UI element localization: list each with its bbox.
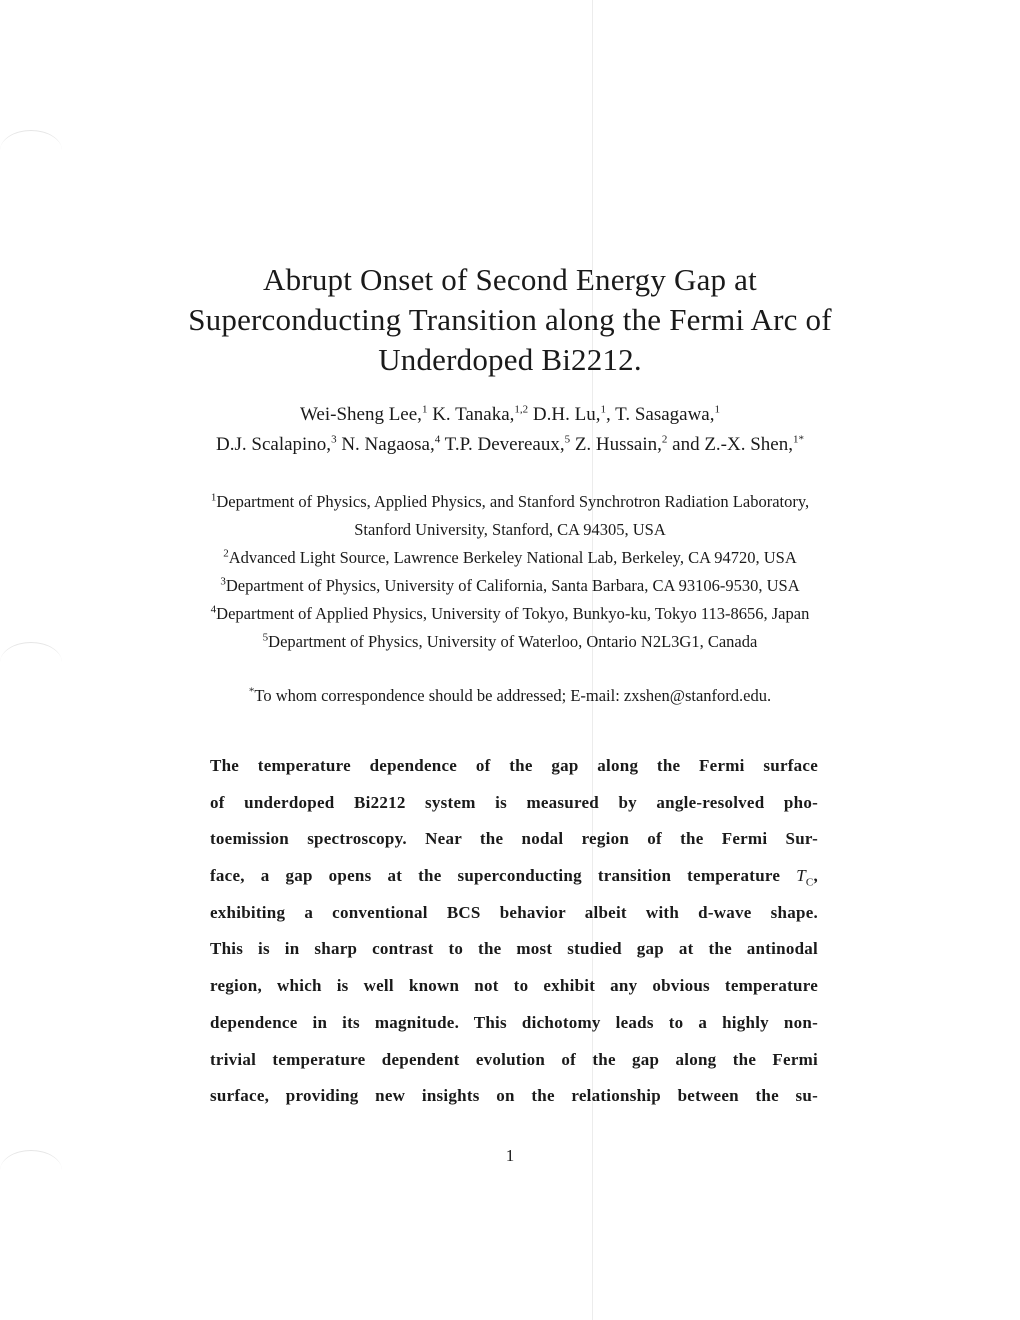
affiliation-text: Advanced Light Source, Lawrence Berkeley National Lab, Berkeley, CA 94720, USA — [228, 548, 797, 567]
abstract-line: exhibiting a conventional BCS behavior albeit with d-wave shape. — [210, 902, 818, 922]
affiliation-list — [110, 488, 910, 656]
author-affil-sup: 1 — [714, 403, 720, 416]
author-name: D.J. Scalapino, — [216, 434, 332, 455]
author-name: T.P. Devereaux, — [444, 434, 565, 455]
author-list — [110, 400, 910, 460]
tc-comma: , — [813, 866, 818, 886]
author-line-1 — [110, 400, 910, 430]
affiliation-text: Department of Applied Physics, University of Tokyo, Bunkyo-ku, Tokyo 113-8656, Japan — [216, 604, 810, 623]
author-affil-sup: 1* — [792, 433, 804, 446]
affiliation-1-cont: Stanford University, Stanford, CA 94305, USA — [354, 520, 666, 539]
abstract — [210, 748, 818, 1115]
author-line-2 — [110, 430, 910, 460]
abstract-line: The temperature dependence of the gap along the Fermi surface — [210, 756, 818, 775]
punch-hole-mark-top — [0, 130, 62, 171]
paper-title — [110, 260, 910, 380]
affiliation-4 — [110, 600, 910, 628]
author-name: and Z.-X. Shen, — [672, 434, 793, 455]
author-affil-sup: 4 — [434, 433, 441, 446]
affiliation-3 — [110, 572, 910, 600]
tc-symbol: T — [796, 866, 806, 886]
affiliation-text: Department of Physics, Applied Physics, and Stanford Synchrotron Radiation Laboratory, — [216, 492, 810, 511]
abstract-line: surface, providing new insights on the relationship between the su- — [210, 1086, 818, 1106]
author-affil-sup: 1 — [600, 403, 606, 416]
abstract-line: of underdoped Bi2212 system is measured by angle-resolved pho- — [210, 792, 818, 812]
author-name: Wei-Sheng Lee, — [300, 404, 422, 425]
affiliation-sup: 3 — [220, 575, 226, 588]
author-affil-sup: 1 — [421, 403, 428, 416]
author-affil-sup: 3 — [331, 433, 337, 446]
affiliation-5 — [110, 628, 910, 656]
page-number: 1 — [505, 1146, 515, 1165]
abstract-line: dependence in its magnitude. This dichotomy leads to a highly non- — [210, 1012, 818, 1032]
correspondence-note — [110, 682, 910, 710]
abstract-line: toemission spectroscopy. Near the nodal region of the Fermi Sur- — [210, 829, 818, 849]
author-affil-sup: 1,2 — [514, 403, 529, 416]
affiliation-sup: 4 — [210, 603, 217, 616]
author-affil-sup: 5 — [564, 433, 571, 446]
author-name: N. Nagaosa, — [341, 434, 435, 455]
author-name: K. Tanaka, — [432, 404, 515, 425]
abstract-line-with-tc — [210, 858, 818, 895]
punch-hole-mark-bottom — [0, 1150, 62, 1191]
title-line-2: Superconducting Transition along the Fermi Arc of — [188, 302, 832, 337]
correspondence-sup: * — [248, 685, 255, 698]
affiliation-text: Department of Physics, University of California, Santa Barbara, CA 93106-9530, USA — [225, 576, 800, 595]
affiliation-2 — [110, 544, 910, 572]
title-line-1: Abrupt Onset of Second Energy Gap at — [263, 262, 757, 297]
correspondence-text: To whom correspondence should be addressed; E-mail: zxshen@stanford.edu. — [254, 686, 772, 705]
punch-hole-mark-middle — [0, 642, 62, 683]
author-name: , T. Sasagawa, — [605, 404, 715, 425]
author-name: Z. Hussain, — [574, 434, 662, 455]
author-affil-sup: 2 — [661, 433, 668, 446]
abstract-line-text: face, a gap opens at the superconducting transition temperature — [210, 866, 797, 886]
scan-fold-line — [592, 0, 593, 1320]
author-name: D.H. Lu, — [532, 404, 601, 425]
title-line-3: Underdoped Bi2212. — [378, 342, 642, 377]
affiliation-sup: 2 — [223, 547, 229, 560]
affiliation-sup: 5 — [262, 631, 269, 644]
affiliation-text: Department of Physics, University of Waterloo, Ontario N2L3G1, Canada — [268, 632, 758, 651]
tc-subscript: C — [805, 876, 814, 889]
abstract-line: trivial temperature dependent evolution of the gap along the Fermi — [210, 1049, 818, 1069]
affiliation-sup: 1 — [210, 491, 217, 504]
abstract-line: This is in sharp contrast to the most studied gap at the antinodal — [210, 939, 818, 959]
abstract-line: region, which is well known not to exhibit any obvious temperature — [210, 976, 818, 996]
affiliation-1 — [110, 488, 910, 516]
